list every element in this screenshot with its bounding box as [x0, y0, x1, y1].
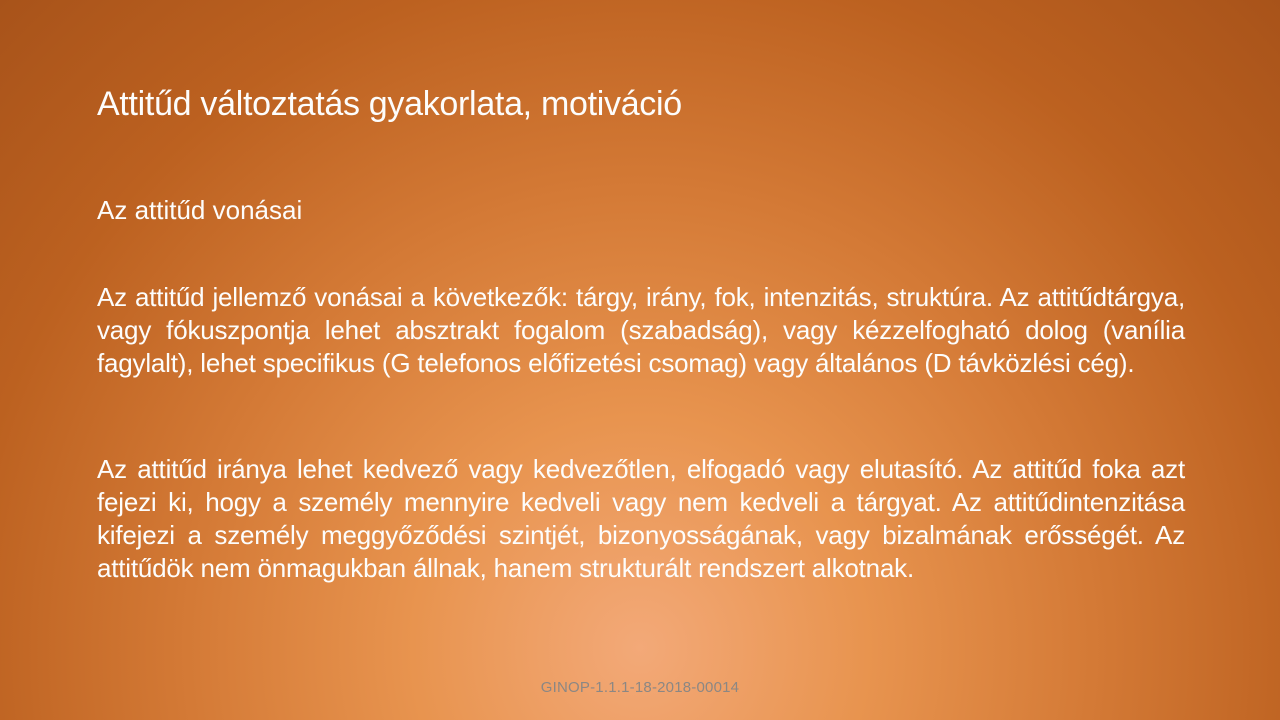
body-paragraph-2: Az attitűd iránya lehet kedvező vagy kedvezőtlen, elfogadó vagy elutasító. Az attitűd foka azt fejezi ki, hogy a személy mennyire kedveli vagy nem kedveli a tárgyat. Az attitűdintenzitása kifejezi a személy meggyőződési szintjét, bizonyosságának, vagy bizalmának erősségét. Az attitűdök nem önmagukban állnak, hanem strukturált rendszert alkotnak. [97, 454, 1185, 583]
slide-title: Attitűd változtatás gyakorlata, motiváció [97, 85, 682, 123]
body-paragraph-1: Az attitűd jellemző vonásai a következők: tárgy, irány, fok, intenzitás, struktúra. Az attitűdtárgya, vagy fókuszpontja lehet absztrakt fogalom (szabadság), vagy kézzelfogható dolog (vanília fagylalt), lehet specifikus (G telefonos előfizetési csomag) vagy általános (D távközlési cég). [97, 282, 1185, 378]
slide-subtitle: Az attitűd vonásai [97, 195, 303, 225]
footer-project-code: GINOP-1.1.1-18-2018-00014 [540, 679, 740, 696]
